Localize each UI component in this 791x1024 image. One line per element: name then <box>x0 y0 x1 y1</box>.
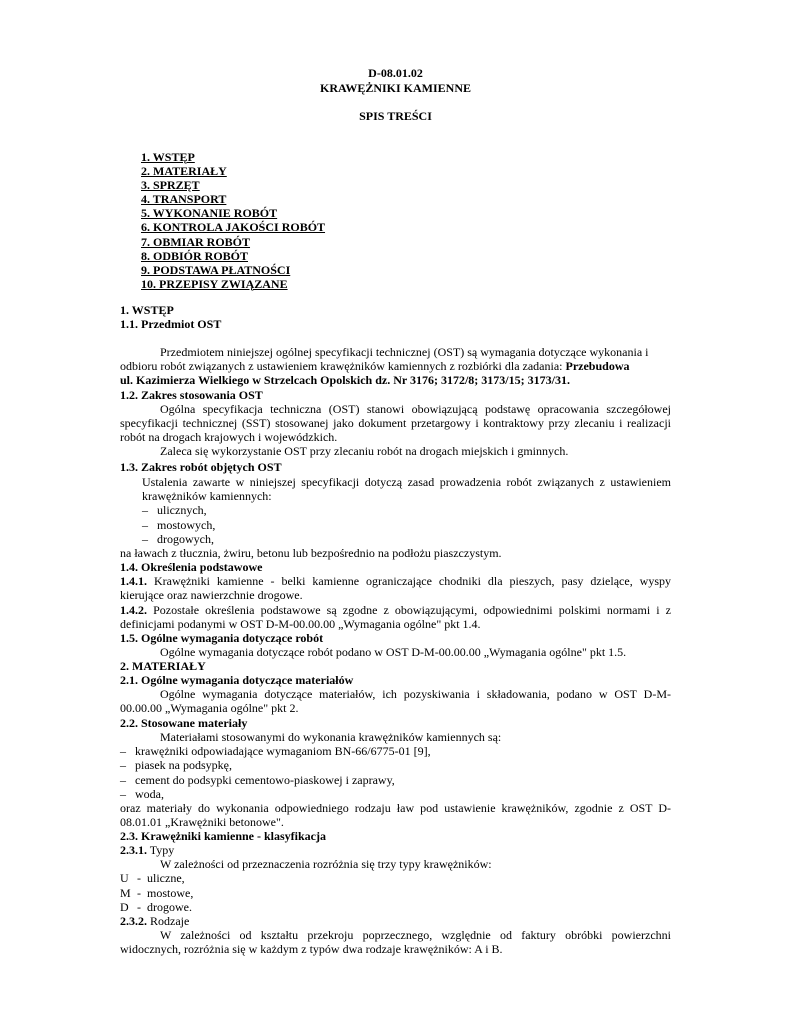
subsection-1-3-heading: 1.3. Zakres robót objętych OST <box>120 460 282 474</box>
list-item: – mostowych, <box>142 518 216 532</box>
toc-link-obmiar[interactable]: 7. OBMIAR ROBÓT <box>141 234 251 249</box>
subsection-1-4-heading: 1.4. Określenia podstawowe <box>120 560 263 574</box>
type-item: - uliczne, <box>137 871 185 885</box>
paragraph-2-2: Materiałami stosowanymi do wykonania krawężników kamiennych są: <box>160 730 502 744</box>
list-item: – woda, <box>120 787 164 801</box>
toc-link-odbior[interactable]: 8. ODBIÓR ROBÓT <box>141 248 249 263</box>
paragraph-1-2: Ogólna specyfikacja techniczna (OST) stanowi obowiązującą podstawę opracowania szczegółowej specyfikacji technicznej (SST) stosowanej jako dokument przetargowy i kontraktowy przy zlecaniu i realizacji robót na drogach krajowych i wojewódzkich. Zaleca się wykorzystanie OST przy zlecaniu robót na drogach miejskich i gminnych. <box>120 402 671 459</box>
list-item: – piasek na podsypkę, <box>120 758 232 772</box>
section-1-heading: 1. WSTĘP <box>120 303 174 317</box>
toc-link-sprzet[interactable]: 3. SPRZĘT <box>141 178 200 193</box>
subsection-2-2-heading: 2.2. Stosowane materiały <box>120 716 248 730</box>
subsection-2-3-1-heading: 2.3.1. Typy <box>120 843 175 857</box>
type-code: U <box>120 871 129 885</box>
toc-link-transport[interactable]: 4. TRANSPORT <box>141 192 227 207</box>
paragraph-1-3-end: na ławach z tłucznia, żwiru, betonu lub bezpośrednio na podłożu piaszczystym. <box>120 546 502 560</box>
toc-link-platnosci[interactable]: 9. PODSTAWA PŁATNOŚCI <box>141 262 291 277</box>
type-item: - drogowe. <box>137 900 192 914</box>
paragraph-2-3-2: W zależności od kształtu przekroju poprzecznego, względnie od faktury obróbki powierzchni widocznych, rozróżnia się w każdym z typów dwa rodzaje krawężników: A i B. <box>120 928 671 957</box>
list-item: – krawężniki odpowiadające wymaganiom BN-66/6775-01 [9], <box>120 744 431 758</box>
toc-title: SPIS TREŚCI <box>359 109 432 123</box>
paragraph-1-5: Ogólne wymagania dotyczące robót podano w OST D-M-00.00.00 „Wymagania ogólne" pkt 1.5. <box>160 645 627 659</box>
toc-link-wstep[interactable]: 1. WSTĘP <box>141 150 195 164</box>
subsection-2-3-2-heading: 2.3.2. Rodzaje <box>120 914 190 928</box>
spec-code: D-08.01.02 <box>368 66 423 80</box>
paragraph-1-4-1: 1.4.1. Krawężniki kamienne - belki kamienne ograniczające chodniki dla pieszych, pasy dzielące, wyspy kierujące oraz nawierzchnie drogowe. <box>120 574 671 603</box>
paragraph-2-2-end: oraz materiały do wykonania odpowiedniego rodzaju ław pod ustawienie krawężników, zgodnie z OST D- 08.01.01 „Krawężniki betonowe". <box>120 801 671 830</box>
toc-link-przepisy[interactable]: 10. PRZEPISY ZWIĄZANE <box>141 276 288 291</box>
paragraph-2-3-1: W zależności od przeznaczenia rozróżnia się trzy typy krawężników: <box>160 857 492 871</box>
list-item: – cement do podsypki cementowo-piaskowej i zaprawy, <box>120 773 395 787</box>
table-of-contents <box>141 150 325 291</box>
paragraph-1-3: Ustalenia zawarte w niniejszej specyfikacji dotyczą zasad prowadzenia robót związanych z ustawieniem krawężników kamiennych: <box>142 475 671 504</box>
subsection-1-5-heading: 1.5. Ogólne wymagania dotyczące robót <box>120 631 324 645</box>
toc-link-materialy[interactable]: 2. MATERIAŁY <box>141 164 227 179</box>
subsection-1-2-heading: 1.2. Zakres stosowania OST <box>120 388 263 402</box>
type-code: D <box>120 900 129 914</box>
list-item: – ulicznych, <box>142 503 207 517</box>
spec-title: KRAWĘŻNIKI KAMIENNE <box>319 81 472 95</box>
paragraph-1-1: Przedmiotem niniejszej ogólnej specyfikacji technicznej (OST) są wymagania dotyczące wykonania i odbioru robót związanych z ustawieniem krawężników kamiennych z rozbiórki dla zadania: Przebudowa ul. Kazimierza Wielkiego w Strzelcach Opolskich dz. Nr 3176; 3172/8; 3173/15; 3173/31. <box>120 345 649 388</box>
subsection-1-1-heading: 1.1. Przedmiot OST <box>120 317 222 331</box>
section-2-heading: 2. MATERIAŁY <box>120 659 206 673</box>
toc-link-wykonanie[interactable]: 5. WYKONANIE ROBÓT <box>141 206 278 221</box>
subsection-2-1-heading: 2.1. Ogólne wymagania dotyczące materiałów <box>120 673 354 687</box>
subsection-2-3-heading: 2.3. Krawężniki kamienne - klasyfikacja <box>120 829 326 843</box>
type-code: M <box>120 886 131 900</box>
list-item: – drogowych, <box>142 532 214 546</box>
toc-link-kontrola[interactable]: 6. KONTROLA JAKOŚCI ROBÓT <box>141 220 326 235</box>
paragraph-1-4-2: 1.4.2. Pozostałe określenia podstawowe są zgodne z obowiązującymi, odpowiednimi polskimi normami i z definicjami podanymi w OST D-M-00.00.00 „Wymagania ogólne" pkt 1.4. <box>120 603 671 632</box>
paragraph-2-1: Ogólne wymagania dotyczące materiałów, ich pozyskiwania i składowania, podano w OST D-M- 00.00.00 „Wymagania ogólne" pkt 2. <box>120 687 671 716</box>
type-item: - mostowe, <box>137 886 194 900</box>
